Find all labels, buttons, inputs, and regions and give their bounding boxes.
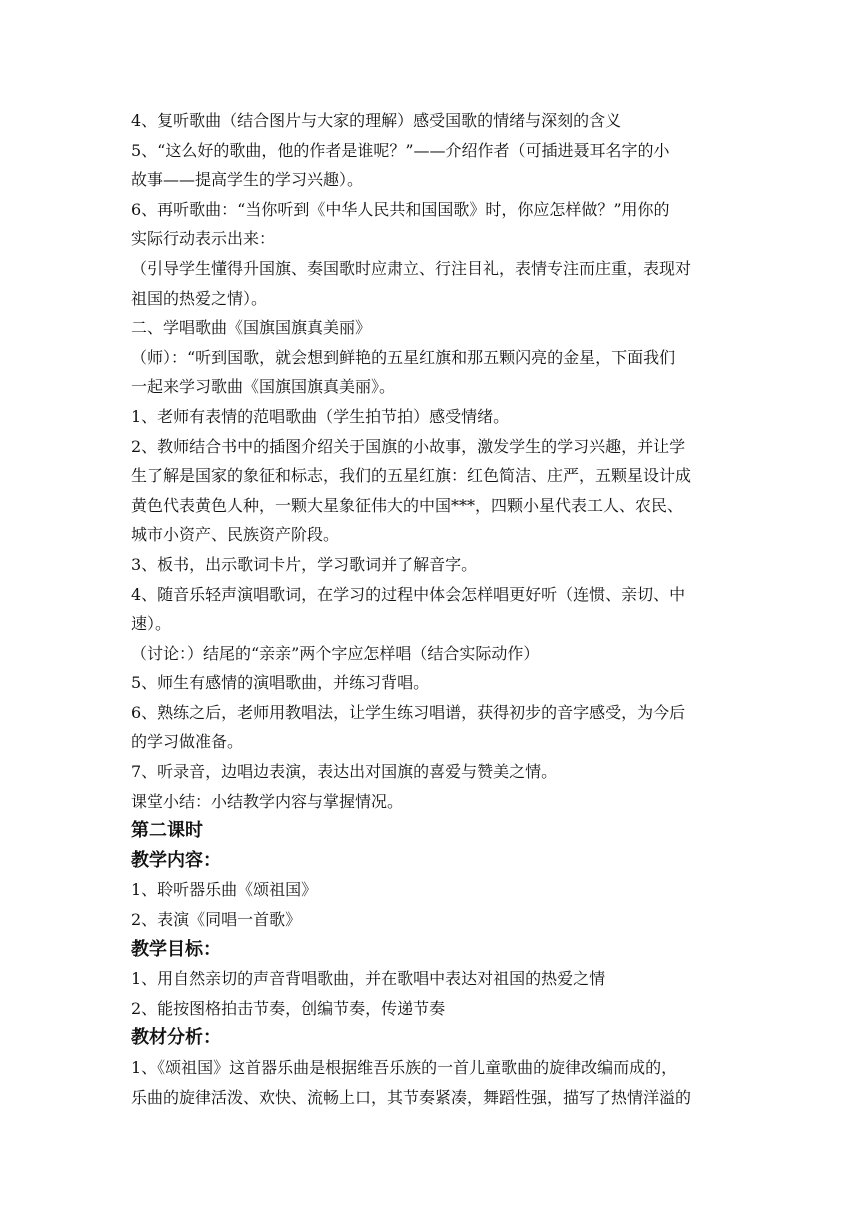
text-line: 1、用自然亲切的声音背唱歌曲，并在歌唱中表达对祖国的热爱之情 [131,969,606,989]
section-heading: 教学内容： [131,849,221,871]
text-line: 5、“这么好的歌曲，他的作者是谁呢？”——介绍作者（可插进聂耳名字的小 [131,140,670,160]
text-line: 1、《颂祖国》这首器乐曲是根据维吾乐族的一首儿童歌曲的旋律改编而成的， [131,1058,678,1077]
text-line: 3、板书，出示歌词卡片，学习歌词并了解音字。 [131,554,478,574]
text-line: 5、师生有感情的演唱歌曲，并练习背唱。 [131,673,430,693]
text-line: 2、表演《同唱一首歌》 [131,910,302,930]
text-line: 生了解是国家的象征和标志，我们的五星红旗：红色简洁、庄严，五颗星设计成 [131,466,692,486]
text-line: 故事——提高学生的学习兴趣）。 [131,170,364,190]
text-line: 速）。 [131,614,172,634]
text-line: （师）：“听到国歌，就会想到鲜艳的五星红旗和那五颗闪亮的金星，下面我们 [131,347,676,367]
text-line: 4、复听歌曲（结合图片与大家的理解）感受国歌的情绪与深刻的含义 [131,111,622,130]
text-line: 1、聆听器乐曲《颂祖国》 [131,880,318,900]
text-line: 7、听录音，边唱边表演，表达出对国旗的喜爱与赞美之情。 [131,762,558,782]
text-line: 黄色代表黄色人种，一颗大星象征伟大的中国***，四颗小星代表工人、农民、 [131,495,684,515]
section-heading: 教材分析： [131,1027,221,1049]
text-line: （讨论：）结尾的“亲亲”两个字应怎样唱（结合实际动作） [131,643,540,663]
text-line: 2、能按图格拍击节奏，创编节奏，传递节奏 [131,998,446,1018]
text-line: 乐曲的旋律活泼、欢快、流畅上口，其节奏紧凑，舞蹈性强，描写了热情洋溢的 [131,1087,692,1107]
document-page [131,106,731,1112]
text-line: 2、教师结合书中的插图介绍关于国旗的小故事，激发学生的学习兴趣，并让学 [131,436,686,456]
text-line: 实际行动表示出来： [131,229,276,249]
text-line: 城市小资产、民族资产阶段。 [131,525,340,545]
text-line: 4、随音乐轻声演唱歌词，在学习的过程中体会怎样唱更好听（连惯、亲切、中 [131,584,686,604]
text-line: 一起来学习歌曲《国旗国旗真美丽》。 [131,377,396,397]
section-heading: 第二课时 [131,820,203,842]
section-heading: 教学目标： [131,938,221,960]
text-line: 的学习做准备。 [131,732,244,752]
text-line: 二、学唱歌曲《国旗国旗真美丽》 [131,318,372,338]
text-line: （引导学生懂得升国旗、奏国歌时应肃立、行注目礼，表情专注而庄重，表现对 [131,258,692,278]
text-line: 课堂小结：小结教学内容与掌握情况。 [131,791,404,811]
text-line: 祖国的热爱之情）。 [131,288,268,308]
text-line: 6、熟练之后，老师用教唱法，让学生练习唱谱，获得初步的音字感受，为今后 [131,702,686,722]
text-line: 6、再听歌曲：“当你听到《中华人民共和国国歌》时，你应怎样做？”用你的 [131,199,670,219]
text-line: 1、老师有表情的范唱歌曲（学生拍节拍）感受情绪。 [131,406,510,426]
